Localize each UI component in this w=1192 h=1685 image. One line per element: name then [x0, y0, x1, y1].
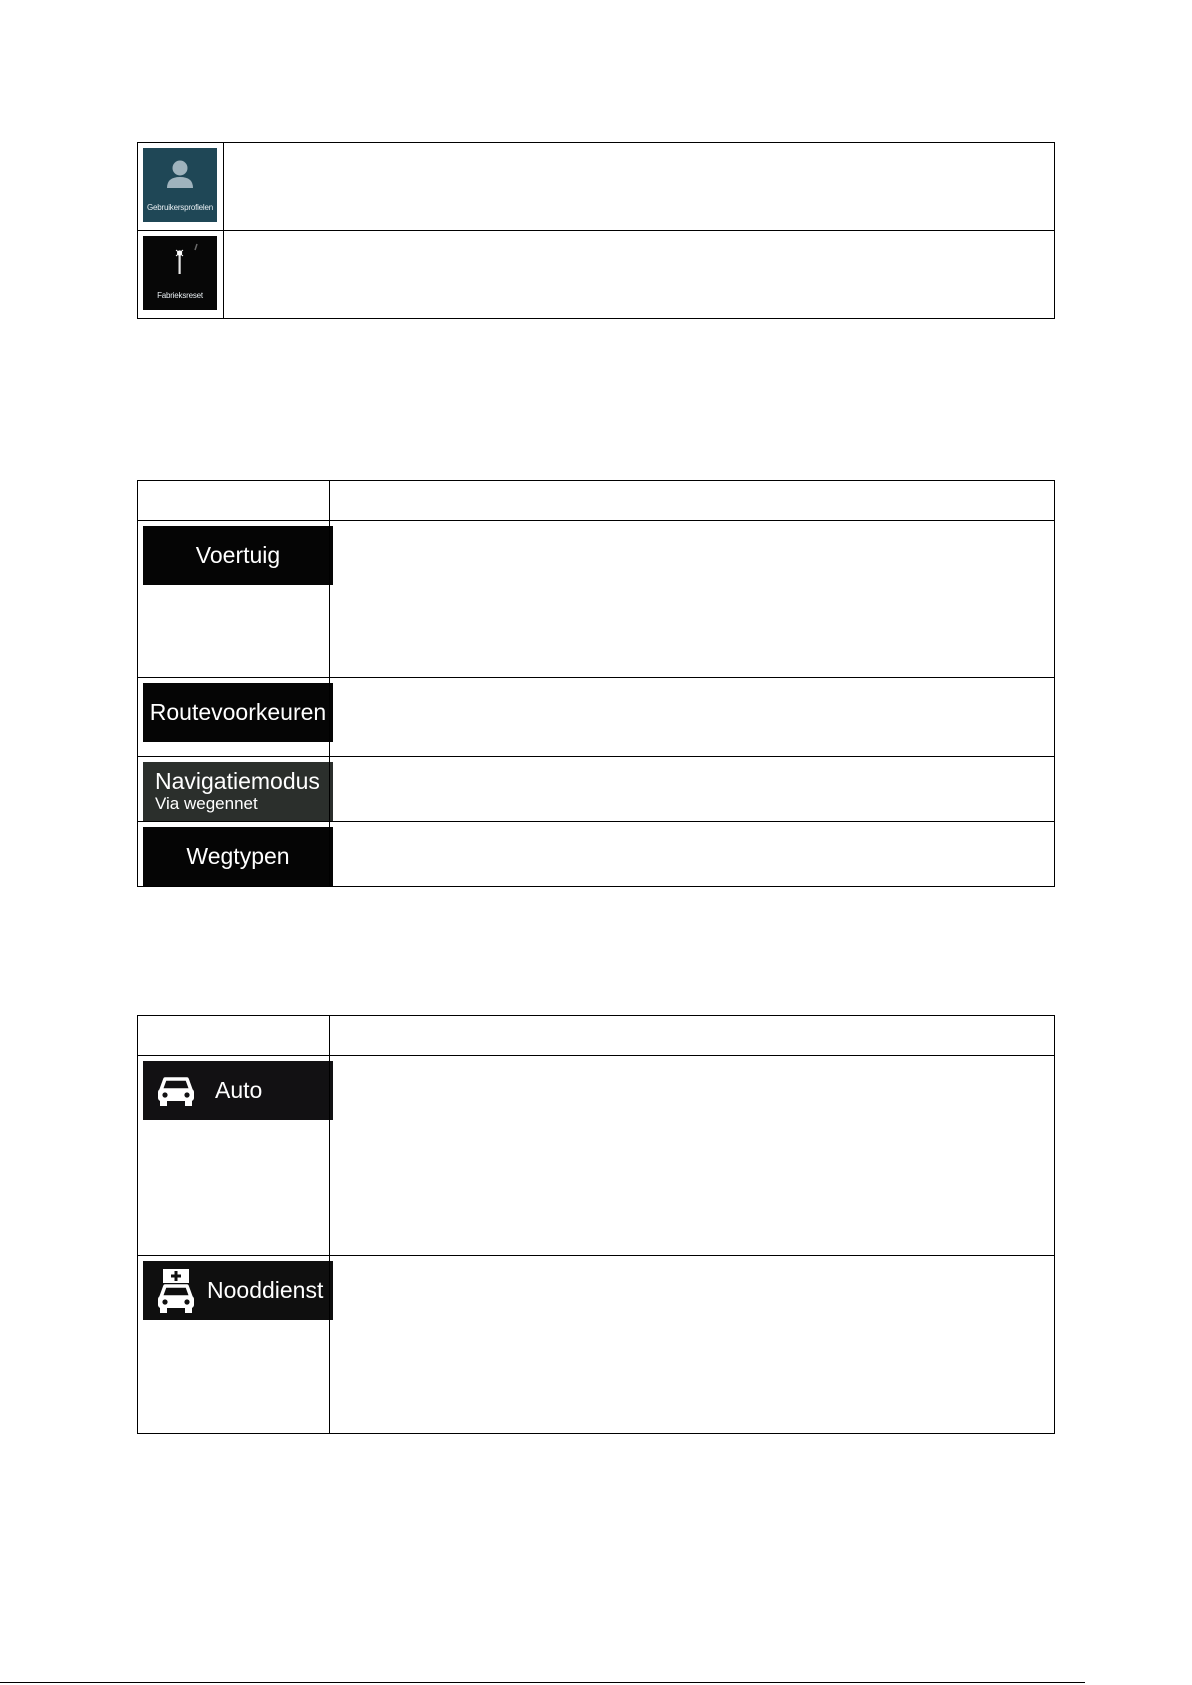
road-types-button[interactable] [143, 827, 333, 886]
button-cell [138, 678, 330, 757]
header-cell [138, 1016, 330, 1056]
table-header-row [138, 1016, 1055, 1056]
button-cell [138, 521, 330, 678]
user-silhouette-icon [143, 148, 217, 222]
description-cell [224, 231, 1055, 319]
vehicle-types-table [137, 1015, 1055, 1434]
table-row [138, 521, 1055, 678]
route-preferences-button[interactable] [143, 683, 333, 742]
car-icon [157, 1075, 195, 1107]
table-row [138, 757, 1055, 822]
description-cell [330, 678, 1055, 757]
car-button[interactable] [143, 1061, 333, 1120]
settings-tiles-table [137, 142, 1055, 319]
tile-cell [138, 231, 224, 319]
table-row [138, 231, 1055, 319]
button-cell [138, 1056, 330, 1256]
tile-cell [138, 143, 224, 231]
button-label: Routevoorkeuren [149, 699, 327, 725]
navigation-mode-button[interactable] [143, 762, 333, 821]
button-cell [138, 822, 330, 887]
emergency-vehicle-icon [157, 1268, 195, 1314]
button-label: Voertuig [195, 542, 281, 568]
vehicle-button[interactable] [143, 526, 333, 585]
magic-wand-icon [143, 236, 217, 310]
table-row [138, 822, 1055, 887]
description-cell [330, 1056, 1055, 1256]
button-cell [138, 757, 330, 822]
user-profiles-tile[interactable] [143, 148, 217, 222]
header-cell [330, 481, 1055, 521]
description-cell [330, 521, 1055, 678]
table-row [138, 143, 1055, 231]
description-cell [224, 143, 1055, 231]
description-cell [330, 757, 1055, 822]
route-settings-table [137, 480, 1055, 887]
button-label: Auto [215, 1077, 263, 1103]
emergency-vehicle-button[interactable] [143, 1261, 333, 1320]
tile-label: Fabrieksreset [157, 291, 203, 300]
table-header-row [138, 481, 1055, 521]
description-cell [330, 822, 1055, 887]
table-row [138, 1056, 1055, 1256]
tile-label: Gebruikersprofielen [146, 203, 213, 212]
table-row [138, 1256, 1055, 1434]
table-row [138, 678, 1055, 757]
button-sublabel: Via wegennet [155, 794, 258, 813]
button-label: Navigatiemodus [155, 768, 320, 794]
header-cell [330, 1016, 1055, 1056]
header-cell [138, 481, 330, 521]
footer-divider [0, 1682, 1085, 1683]
button-label: Nooddienst [207, 1277, 324, 1303]
factory-reset-tile[interactable] [143, 236, 217, 310]
button-label: Wegtypen [186, 843, 290, 869]
description-cell [330, 1256, 1055, 1434]
button-cell [138, 1256, 330, 1434]
